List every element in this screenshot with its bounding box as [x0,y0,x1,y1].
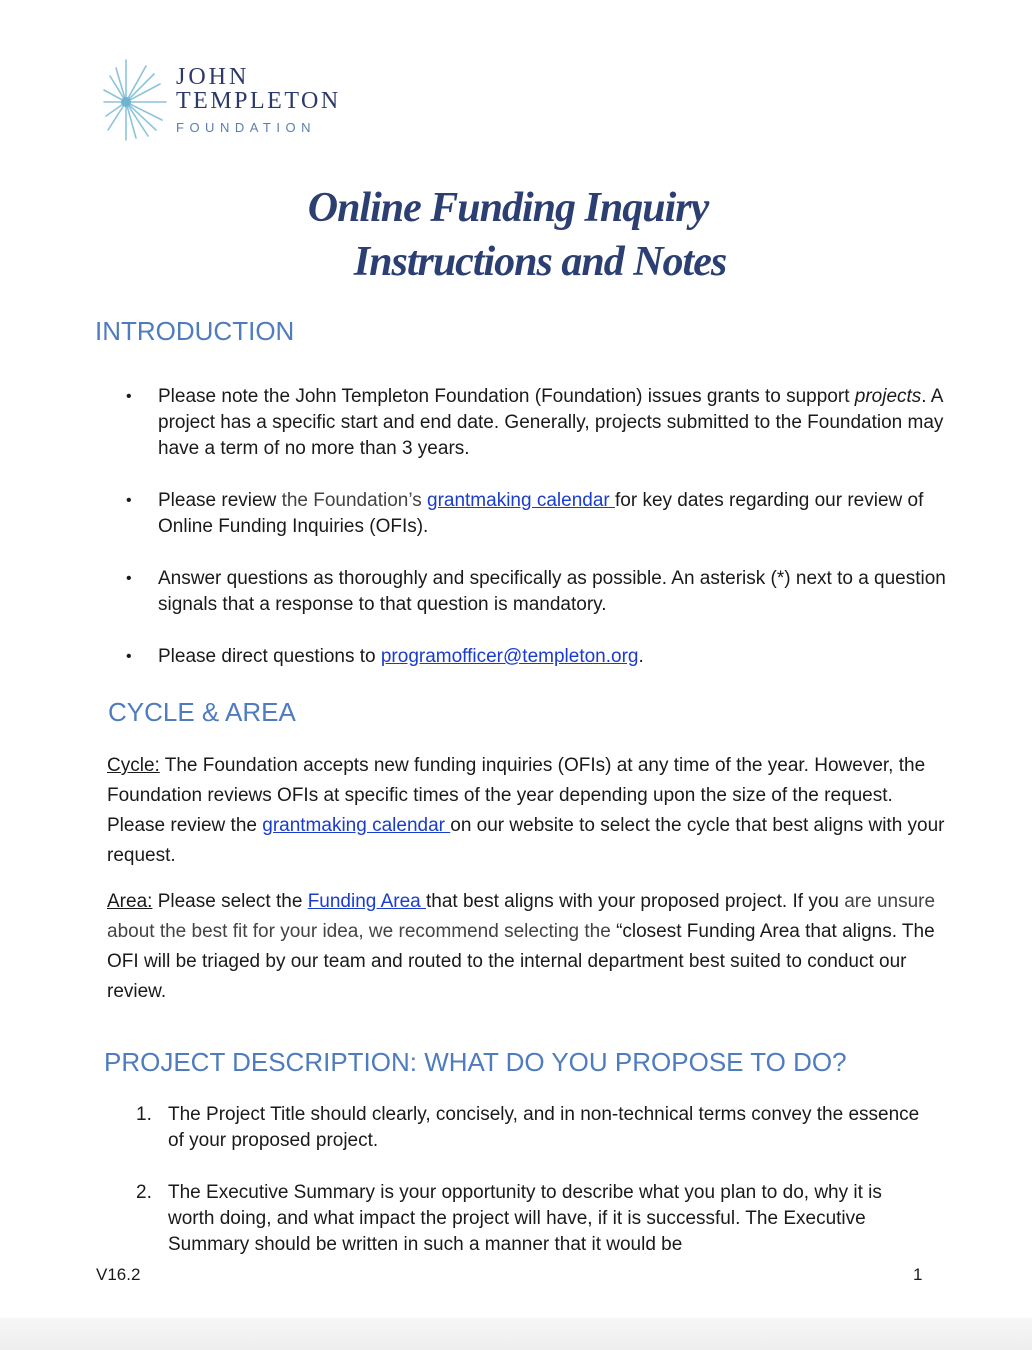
area-label: Area: [107,891,153,912]
starburst-icon [100,56,172,146]
cycle-text: on our website to select the cycle that best aligns with your request. [107,815,945,866]
bullet-text: the Foundation’s [281,490,427,511]
introduction-heading: INTRODUCTION [95,316,295,346]
bullet-text: for key dates regarding our review of Online Funding Inquiries (OFIs). [158,490,924,537]
program-officer-email-link[interactable]: programofficer@templeton.org [380,646,639,667]
area-text: Please select the [152,891,308,912]
list-item [130,1102,930,1154]
version-label: V16.2 [96,1265,141,1284]
page-number: 1 [913,1265,923,1284]
item-text: The Executive Summary is your opportunity to describe what you plan to do, why it is worth doing, and what impact the project will have, if it is successful. The Executive Summary should be written in such a manner that it would be [168,1182,882,1255]
logo-text-john: JOHN [176,64,250,90]
bullet-dot: • [126,492,132,509]
cycle-area-heading: CYCLE & AREA [108,697,296,727]
bullet-text: Answer questions as thoroughly and specifically as possible. An asterisk (*) next to a question signals that a response to that question is mandatory. [158,568,946,615]
bullet-text: Please review [158,490,282,511]
bullet-dot: • [126,388,132,405]
list-item [120,644,950,670]
bullet-text: . A project has a specific start and end date. Generally, projects submitted to the Foundation may have a term of no more than 3 years. [158,386,944,459]
project-description-heading: PROJECT DESCRIPTION: WHAT DO YOU PROPOSE TO DO? [104,1047,847,1077]
list-item [120,488,950,540]
cycle-text: The Foundation accepts new funding inquiries (OFIs) at any time of the year. However, the Foundation reviews OFIs at specific times of the year depending upon the size of the request. Please review the [107,755,926,836]
area-text: “closest Funding Area that aligns. The OFI will be triaged by our team and routed to the internal department best suited to conduct our review. [107,921,935,1002]
list-item [130,1180,930,1258]
area-text: that best aligns with your proposed project. If you [426,891,845,912]
area-paragraph [107,887,947,1007]
item-number: 2. [136,1182,152,1203]
page-title-line2: Instructions and Notes [353,239,727,285]
bullet-italic-text: projects [854,386,922,407]
grantmaking-calendar-link[interactable]: grantmaking calendar [262,815,451,836]
foundation-logo [100,56,400,146]
logo-text-foundation: FOUNDATION [176,120,316,135]
project-description-list [130,1102,930,1284]
logo-text-templeton: TEMPLETON [176,88,341,114]
cycle-label: Cycle: [107,755,160,776]
funding-area-link[interactable]: Funding Area [307,891,426,912]
grantmaking-calendar-link[interactable]: grantmaking calendar [427,490,615,511]
bullet-text: . [638,646,644,667]
list-item [120,384,950,462]
item-text: The Project Title should clearly, concisely, and in non-technical terms convey the essence of your proposed project. [168,1104,920,1151]
page-bottom-edge [0,1318,1032,1350]
bullet-dot: • [126,648,132,665]
bullet-dot: • [126,570,132,587]
area-text: are unsure about the best fit for your idea, we recommend selecting the [107,891,936,942]
item-number: 1. [136,1104,152,1125]
cycle-paragraph [107,751,947,871]
list-item [120,566,950,618]
bullet-text: Please direct questions to [158,646,381,667]
introduction-list [120,384,950,696]
bullet-text: Please note the John Templeton Foundation (Foundation) issues grants to support [158,386,855,407]
page-title-line1: Online Funding Inquiry [307,185,709,231]
